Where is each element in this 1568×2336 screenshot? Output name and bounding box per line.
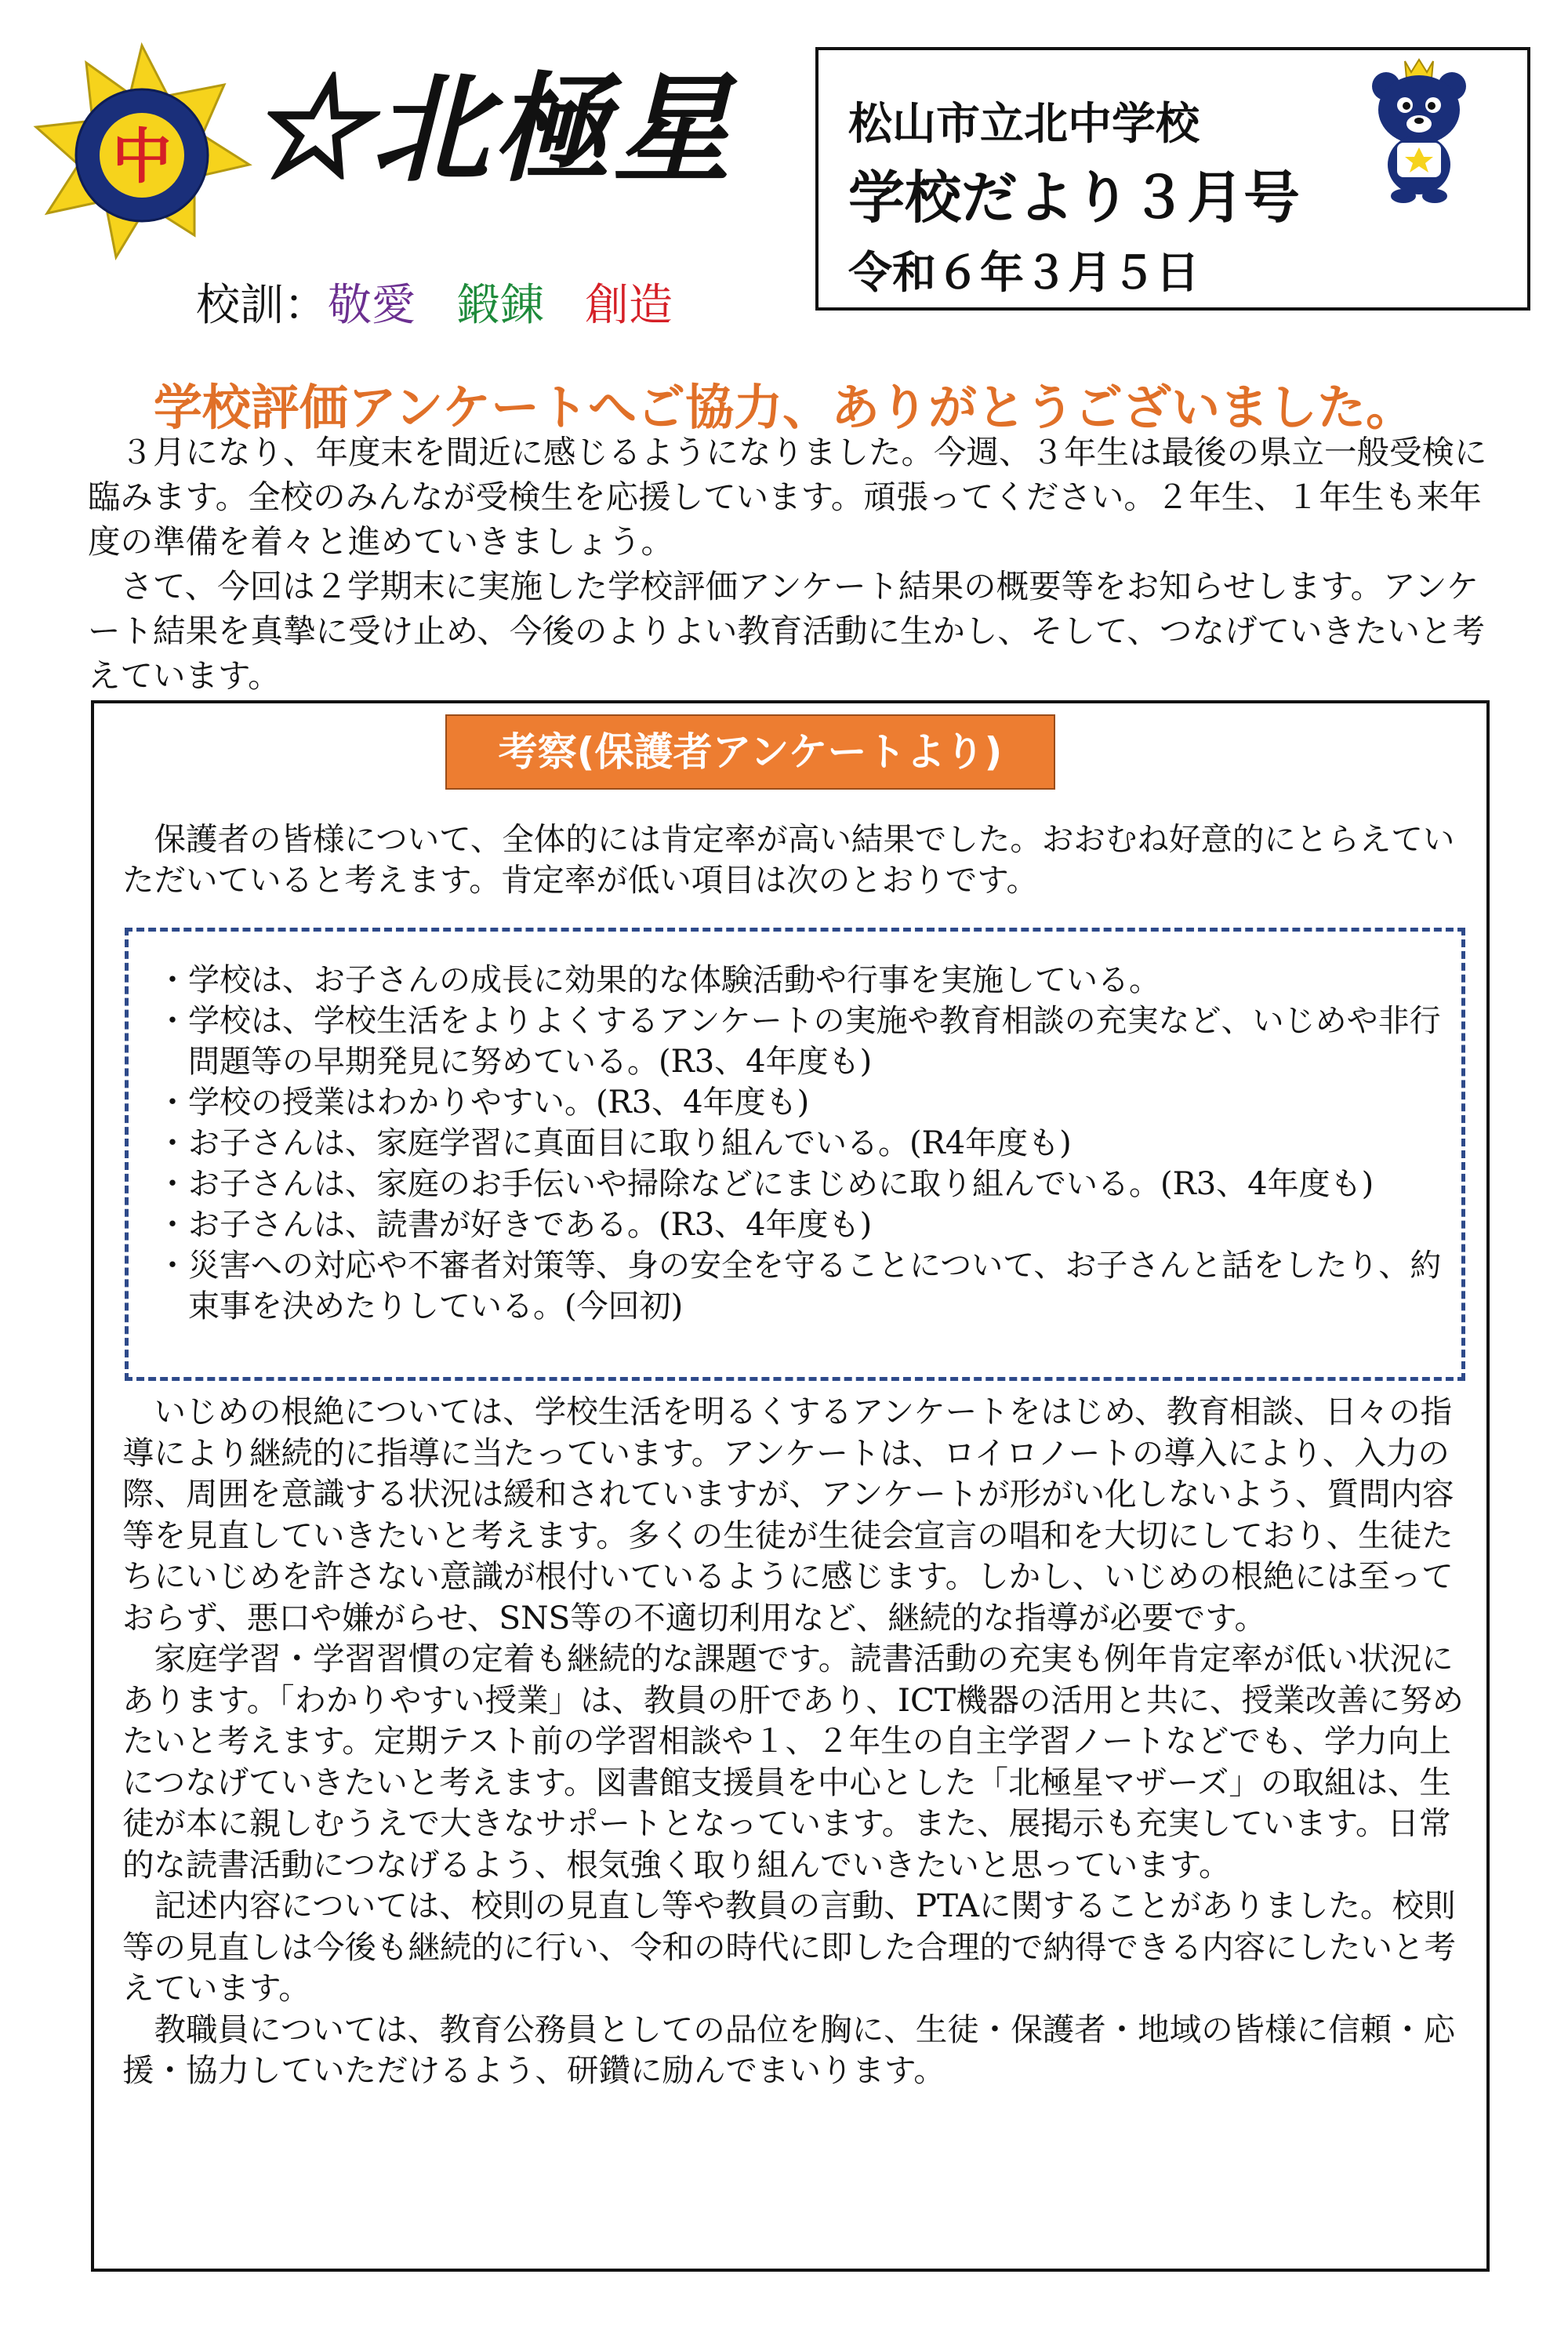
issue-date: 令和６年３月５日 xyxy=(848,248,1200,299)
motto-word-1: 敬愛 xyxy=(328,280,416,331)
list-item: ・ 学校の授業はわかりやすい。(R3、4年度も) xyxy=(157,1082,1450,1123)
list-item: ・ 学校は、お子さんの成長に効果的な体験活動や行事を実施している。 xyxy=(157,960,1450,1001)
list-item: ・ お子さんは、読書が好きである。(R3、4年度も) xyxy=(157,1204,1450,1245)
body-paragraph: いじめの根絶については、学校生活を明るくするアンケートをはじめ、教育相談、日々の指導により継続的に指導に当たっています。アンケートは、ロイロノートの導入により、入力の際、周囲を意識する状況は緩和されていますが、アンケートが形がい化しないよう、質問内容等を見直していきたいと考えます。多くの生徒が生徒会宣言の唱和を大切にしており、生徒たちにいじめを許さない意識が根付いているように感じます。しかし、いじめの根絶には至っておらず、悪口や嫌がらせ、SNS等の不適切利用など、継続的な指導が必要です。 xyxy=(122,1393,1454,1637)
survey-findings-box xyxy=(91,700,1490,2272)
emblem-character: 中 xyxy=(112,122,172,191)
motto-label: 校訓： xyxy=(196,280,328,331)
section-title: 考察(保護者アンケートより) xyxy=(445,714,1055,790)
intro-paragraph: ３月になり、年度末を間近に感じるようになりました。今週、３年生は最後の県立一般受検に臨みます。全校のみんなが受検生を応援しています。頑張ってください。２年生、１年生も来年度の準備を着々と進めていきましょう。 xyxy=(88,433,1487,561)
list-item: ・ 学校は、学校生活をよりよくするアンケートの実施や教育相談の充実など、いじめや非行問題等の早期発見に努めている。(R3、4年度も) xyxy=(157,1001,1450,1082)
low-rate-items-list xyxy=(157,960,1450,1327)
intro-paragraph: さて、今回は２学期末に実施した学校評価アンケート結果の概要等をお知らせします。アンケート結果を真摯に受け止め、今後のよりよい教育活動に生かし、そして、つなげていきたいと考えています。 xyxy=(88,567,1486,695)
section-lead xyxy=(122,819,1463,900)
school-motto xyxy=(196,271,673,333)
issue-name: 学校だより３月号 xyxy=(848,165,1301,231)
list-item: ・ お子さんは、家庭のお手伝いや掃除などにまじめに取り組んでいる。(R3、4年度も) xyxy=(157,1164,1450,1204)
motto-word-3: 創造 xyxy=(585,280,673,331)
motto-word-2: 鍛錬 xyxy=(456,280,544,331)
school-name: 松山市立北中学校 xyxy=(848,99,1200,150)
low-rate-items-box xyxy=(125,928,1465,1381)
list-item: ・ 災害への対応や不審者対策等、身の安全を守ることについて、お子さんと話をしたり、約束事を決めたりしている。(今回初) xyxy=(157,1245,1450,1327)
mascot-bear-icon xyxy=(1356,55,1482,204)
body-paragraph: 記述内容については、校則の見直し等や教員の言動、PTAに関することがありました。校則等の見直しは今後も継続的に行い、令和の時代に即した合理的で納得できる内容にしたいと考えています。 xyxy=(122,1887,1456,2007)
list-item: ・ お子さんは、家庭学習に真面目に取り組んでいる。(R4年度も) xyxy=(157,1123,1450,1164)
headline: 学校評価アンケートへご協力、ありがとうございました。 xyxy=(153,379,1415,436)
newsletter-title: ☆北極星 xyxy=(251,60,735,198)
body-paragraph: 教職員については、教育公務員としての品位を胸に、生徒・保護者・地域の皆様に信頼・応援・協力していただけるよう、研鑽に励んでまいります。 xyxy=(122,2010,1456,2089)
section-body xyxy=(122,1391,1471,2091)
lead-paragraph: 保護者の皆様について、全体的には肯定率が高い結果でした。おおむね好意的にとらえていただいていると考えます。肯定率が低い項目は次のとおりです。 xyxy=(122,820,1455,899)
body-paragraph: 家庭学習・学習習慣の定着も継続的な課題です。読書活動の充実も例年肯定率が低い状況にあります。「わかりやすい授業」は、教員の肝であり、ICT機器の活用と共に、授業改善に努めたいと考えます。定期テスト前の学習相談や１、２年生の自主学習ノートなどでも、学力向上につなげていきたいと考えます。図書館支援員を中心とした「北極星マザーズ」の取組は、生徒が本に親しむうえで大きなサポートとなっています。また、展掲示も充実しています。日常的な読書活動につなげるよう、根気強く取り組んでいきたいと思っています。 xyxy=(122,1640,1465,1884)
intro-text xyxy=(88,430,1499,698)
school-emblem-star-icon xyxy=(28,39,256,267)
